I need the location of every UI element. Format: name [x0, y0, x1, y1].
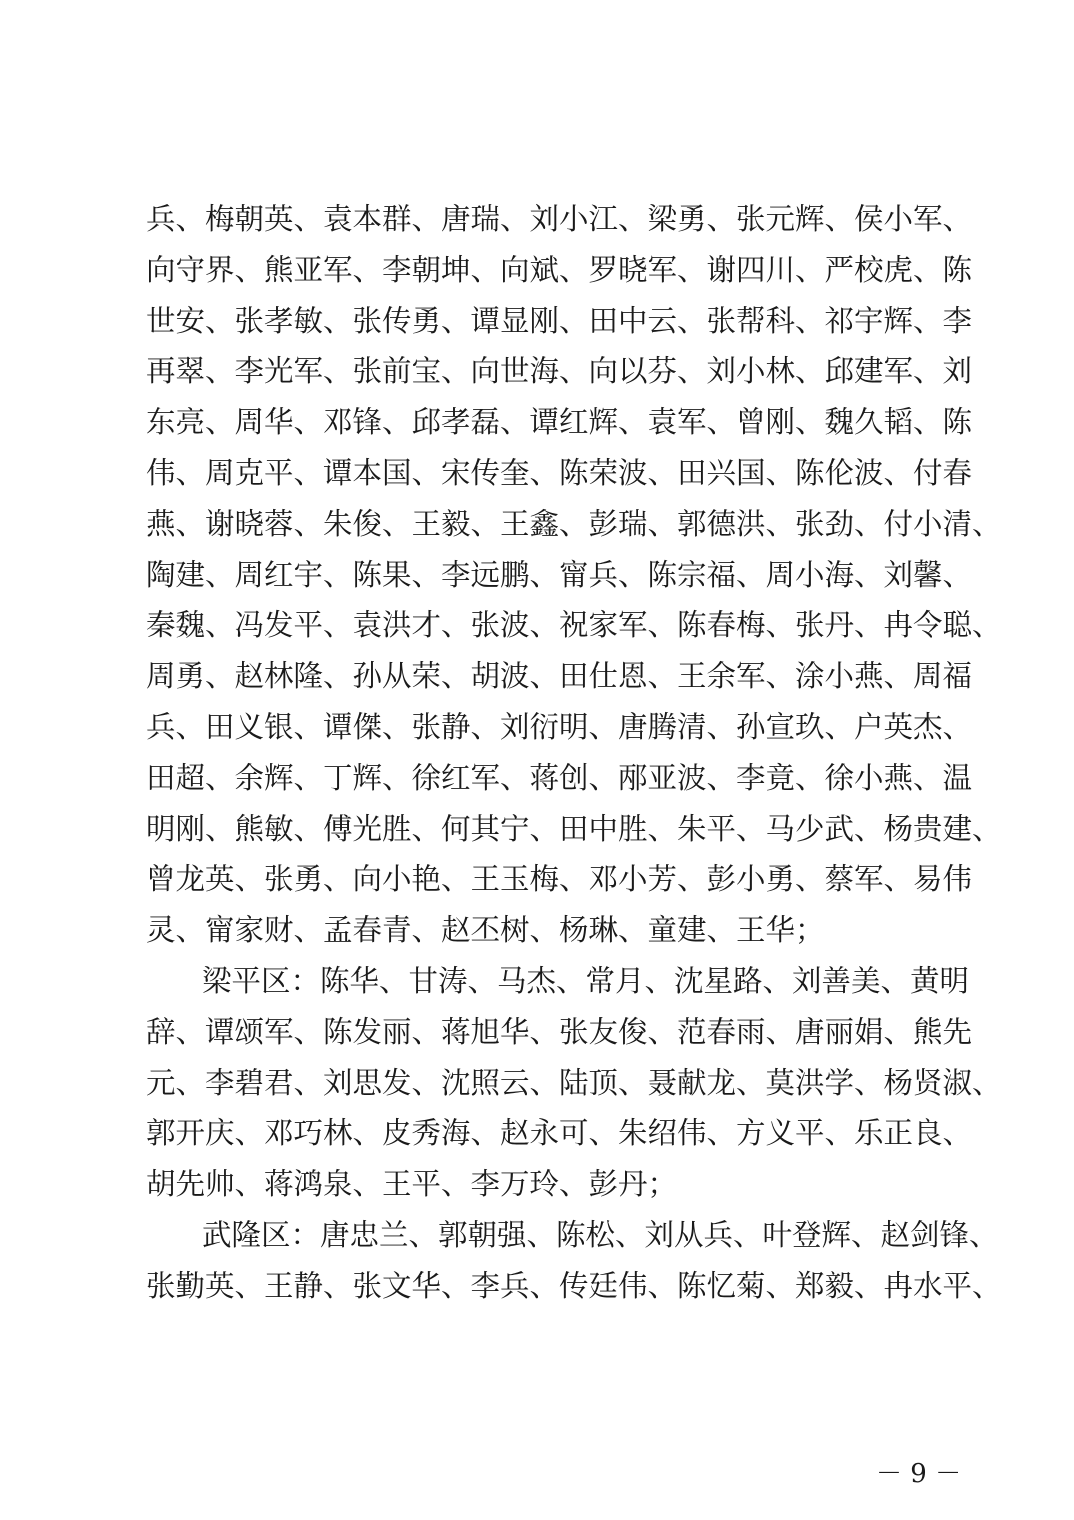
text-line: 再翠、李光军、张前宝、向世海、向以芬、刘小林、邱建军、刘: [146, 354, 973, 388]
text-line: 燕、谢晓蓉、朱俊、王毅、王鑫、彭瑞、郭德洪、张劲、付小清、: [146, 507, 1002, 541]
text-line: 伟、周克平、谭本国、宋传奎、陈荣波、田兴国、陈伦波、付春: [146, 456, 973, 490]
text-line: 东亮、周华、邓锋、邱孝磊、谭红辉、袁军、曾刚、魏久韬、陈: [146, 405, 973, 439]
text-line: 世安、张孝敏、张传勇、谭显刚、田中云、张帮科、祁宇辉、李: [146, 304, 973, 338]
text-line: 郭开庆、邓巧林、皮秀海、赵永可、朱绍伟、方义平、乐正良、: [146, 1116, 973, 1150]
text-line: 秦魏、冯发平、袁洪才、张波、祝家军、陈春梅、张丹、冉令聪、: [146, 608, 1002, 642]
text-line: 元、李碧君、刘思发、沈照云、陆顶、聂献龙、莫洪学、杨贤淑、: [146, 1066, 1002, 1100]
text-line: 明刚、熊敏、傅光胜、何其宁、田中胜、朱平、马少武、杨贵建、: [146, 812, 1002, 846]
text-line: 陶建、周红宇、陈果、李远鹏、甯兵、陈宗福、周小海、刘馨、: [146, 558, 973, 592]
text-line: 田超、余辉、丁辉、徐红军、蒋创、邴亚波、李竟、徐小燕、温: [146, 761, 973, 795]
text-line: 兵、梅朝英、袁本群、唐瑞、刘小江、梁勇、张元辉、侯小军、: [146, 202, 973, 236]
text-line: 张勤英、王静、张文华、李兵、传廷伟、陈忆菊、郑毅、冉水平、: [146, 1269, 1002, 1303]
text-line: 周勇、赵林隆、孙从荣、胡波、田仕恩、王余军、涂小燕、周福: [146, 659, 973, 693]
text-line: 辞、谭颂军、陈发丽、蒋旭华、张友俊、范春雨、唐丽娟、熊先: [146, 1015, 973, 1049]
page-number: － 9 －: [876, 1459, 962, 1489]
text-line: 胡先帅、蒋鸿泉、王平、李万玲、彭丹；: [146, 1167, 678, 1201]
text-line: 曾龙英、张勇、向小艳、王玉梅、邓小芳、彭小勇、蔡军、易伟: [146, 862, 973, 896]
section-start-line: 梁平区：陈华、甘涛、马杰、常月、沈星路、刘善美、黄明: [202, 964, 970, 998]
text-line: 灵、甯家财、孟春青、赵丕树、杨琳、童建、王华；: [146, 913, 825, 947]
section-start-line: 武隆区：唐忠兰、郭朝强、陈松、刘从兵、叶登辉、赵剑锋、: [202, 1218, 999, 1252]
text-line: 兵、田义银、谭傑、张静、刘衍明、唐腾清、孙宣玖、户英杰、: [146, 710, 973, 744]
text-line: 向守界、熊亚军、李朝坤、向斌、罗晓军、谢四川、严校虎、陈: [146, 253, 973, 287]
